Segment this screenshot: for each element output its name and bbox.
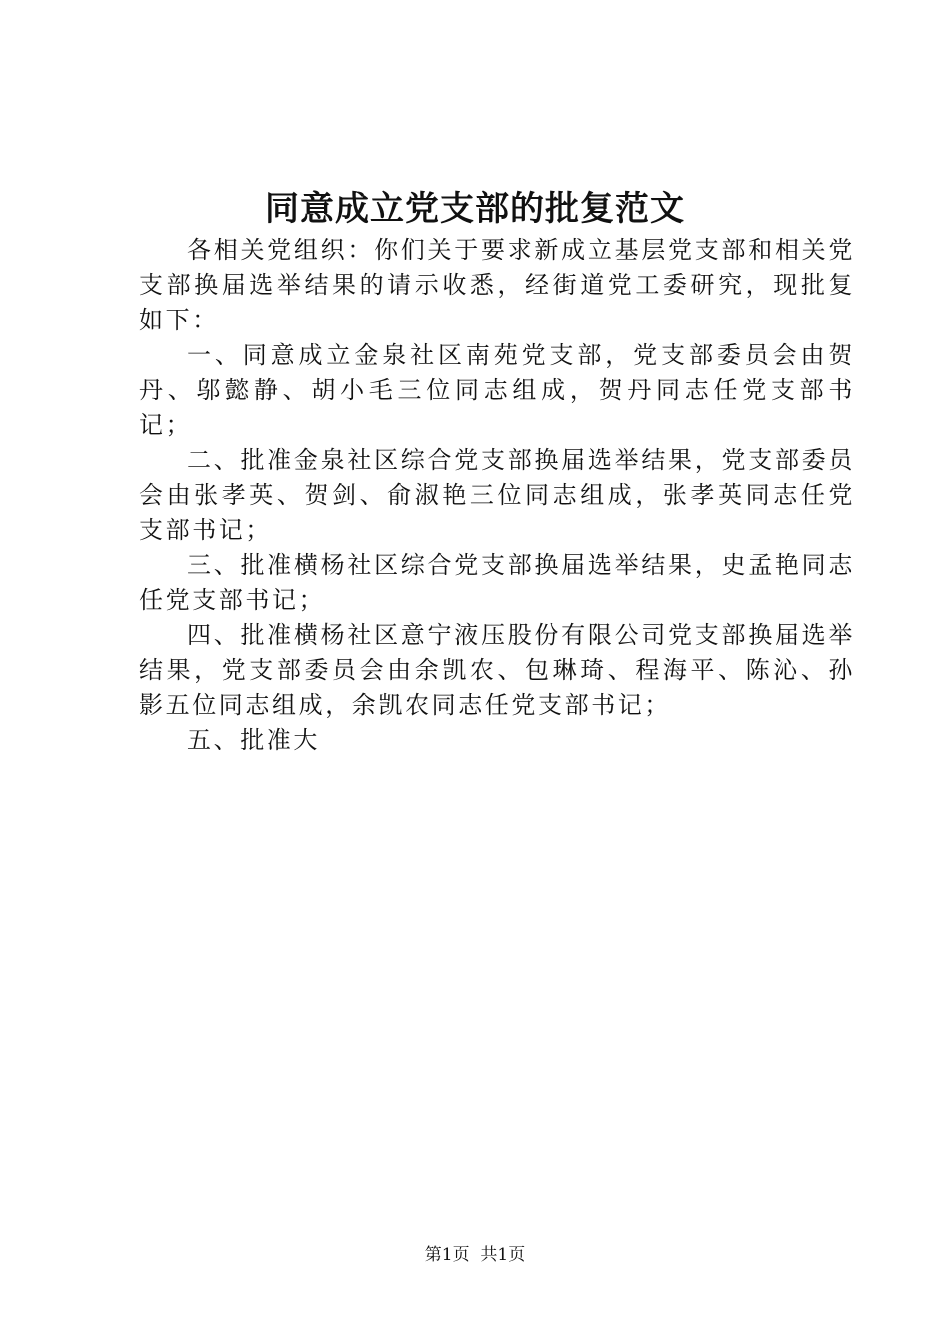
page-number: 第1页 xyxy=(424,1245,470,1265)
page-title: 同意成立党支部的批复范文 xyxy=(265,189,685,229)
page-footer xyxy=(0,1242,950,1268)
document-body xyxy=(139,233,855,758)
paragraph-item-2: 二、批准金泉社区综合党支部换届选举结果，党支部委员会由张孝英、贺剑、俞淑艳三位同志组成，张孝英同志任党支部书记； xyxy=(139,446,855,544)
paragraph-item-5: 五、批准大 xyxy=(187,726,320,754)
page-total: 共1页 xyxy=(480,1245,526,1265)
paragraph-salutation: 各相关党组织：你们关于要求新成立基层党支部和相关党支部换届选举结果的请示收悉，经街道党工委研究，现批复如下： xyxy=(139,236,855,334)
paragraph-item-3: 三、批准横杨社区综合党支部换届选举结果，史孟艳同志任党支部书记； xyxy=(139,551,855,614)
paragraph-item-4: 四、批准横杨社区意宁液压股份有限公司党支部换届选举结果，党支部委员会由余凯农、包琳琦、程海平、陈沁、孙影五位同志组成，余凯农同志任党支部书记； xyxy=(139,621,855,719)
paragraph-item-1: 一、同意成立金泉社区南苑党支部，党支部委员会由贺丹、邬懿静、胡小毛三位同志组成，贺丹同志任党支部书记； xyxy=(139,341,855,439)
